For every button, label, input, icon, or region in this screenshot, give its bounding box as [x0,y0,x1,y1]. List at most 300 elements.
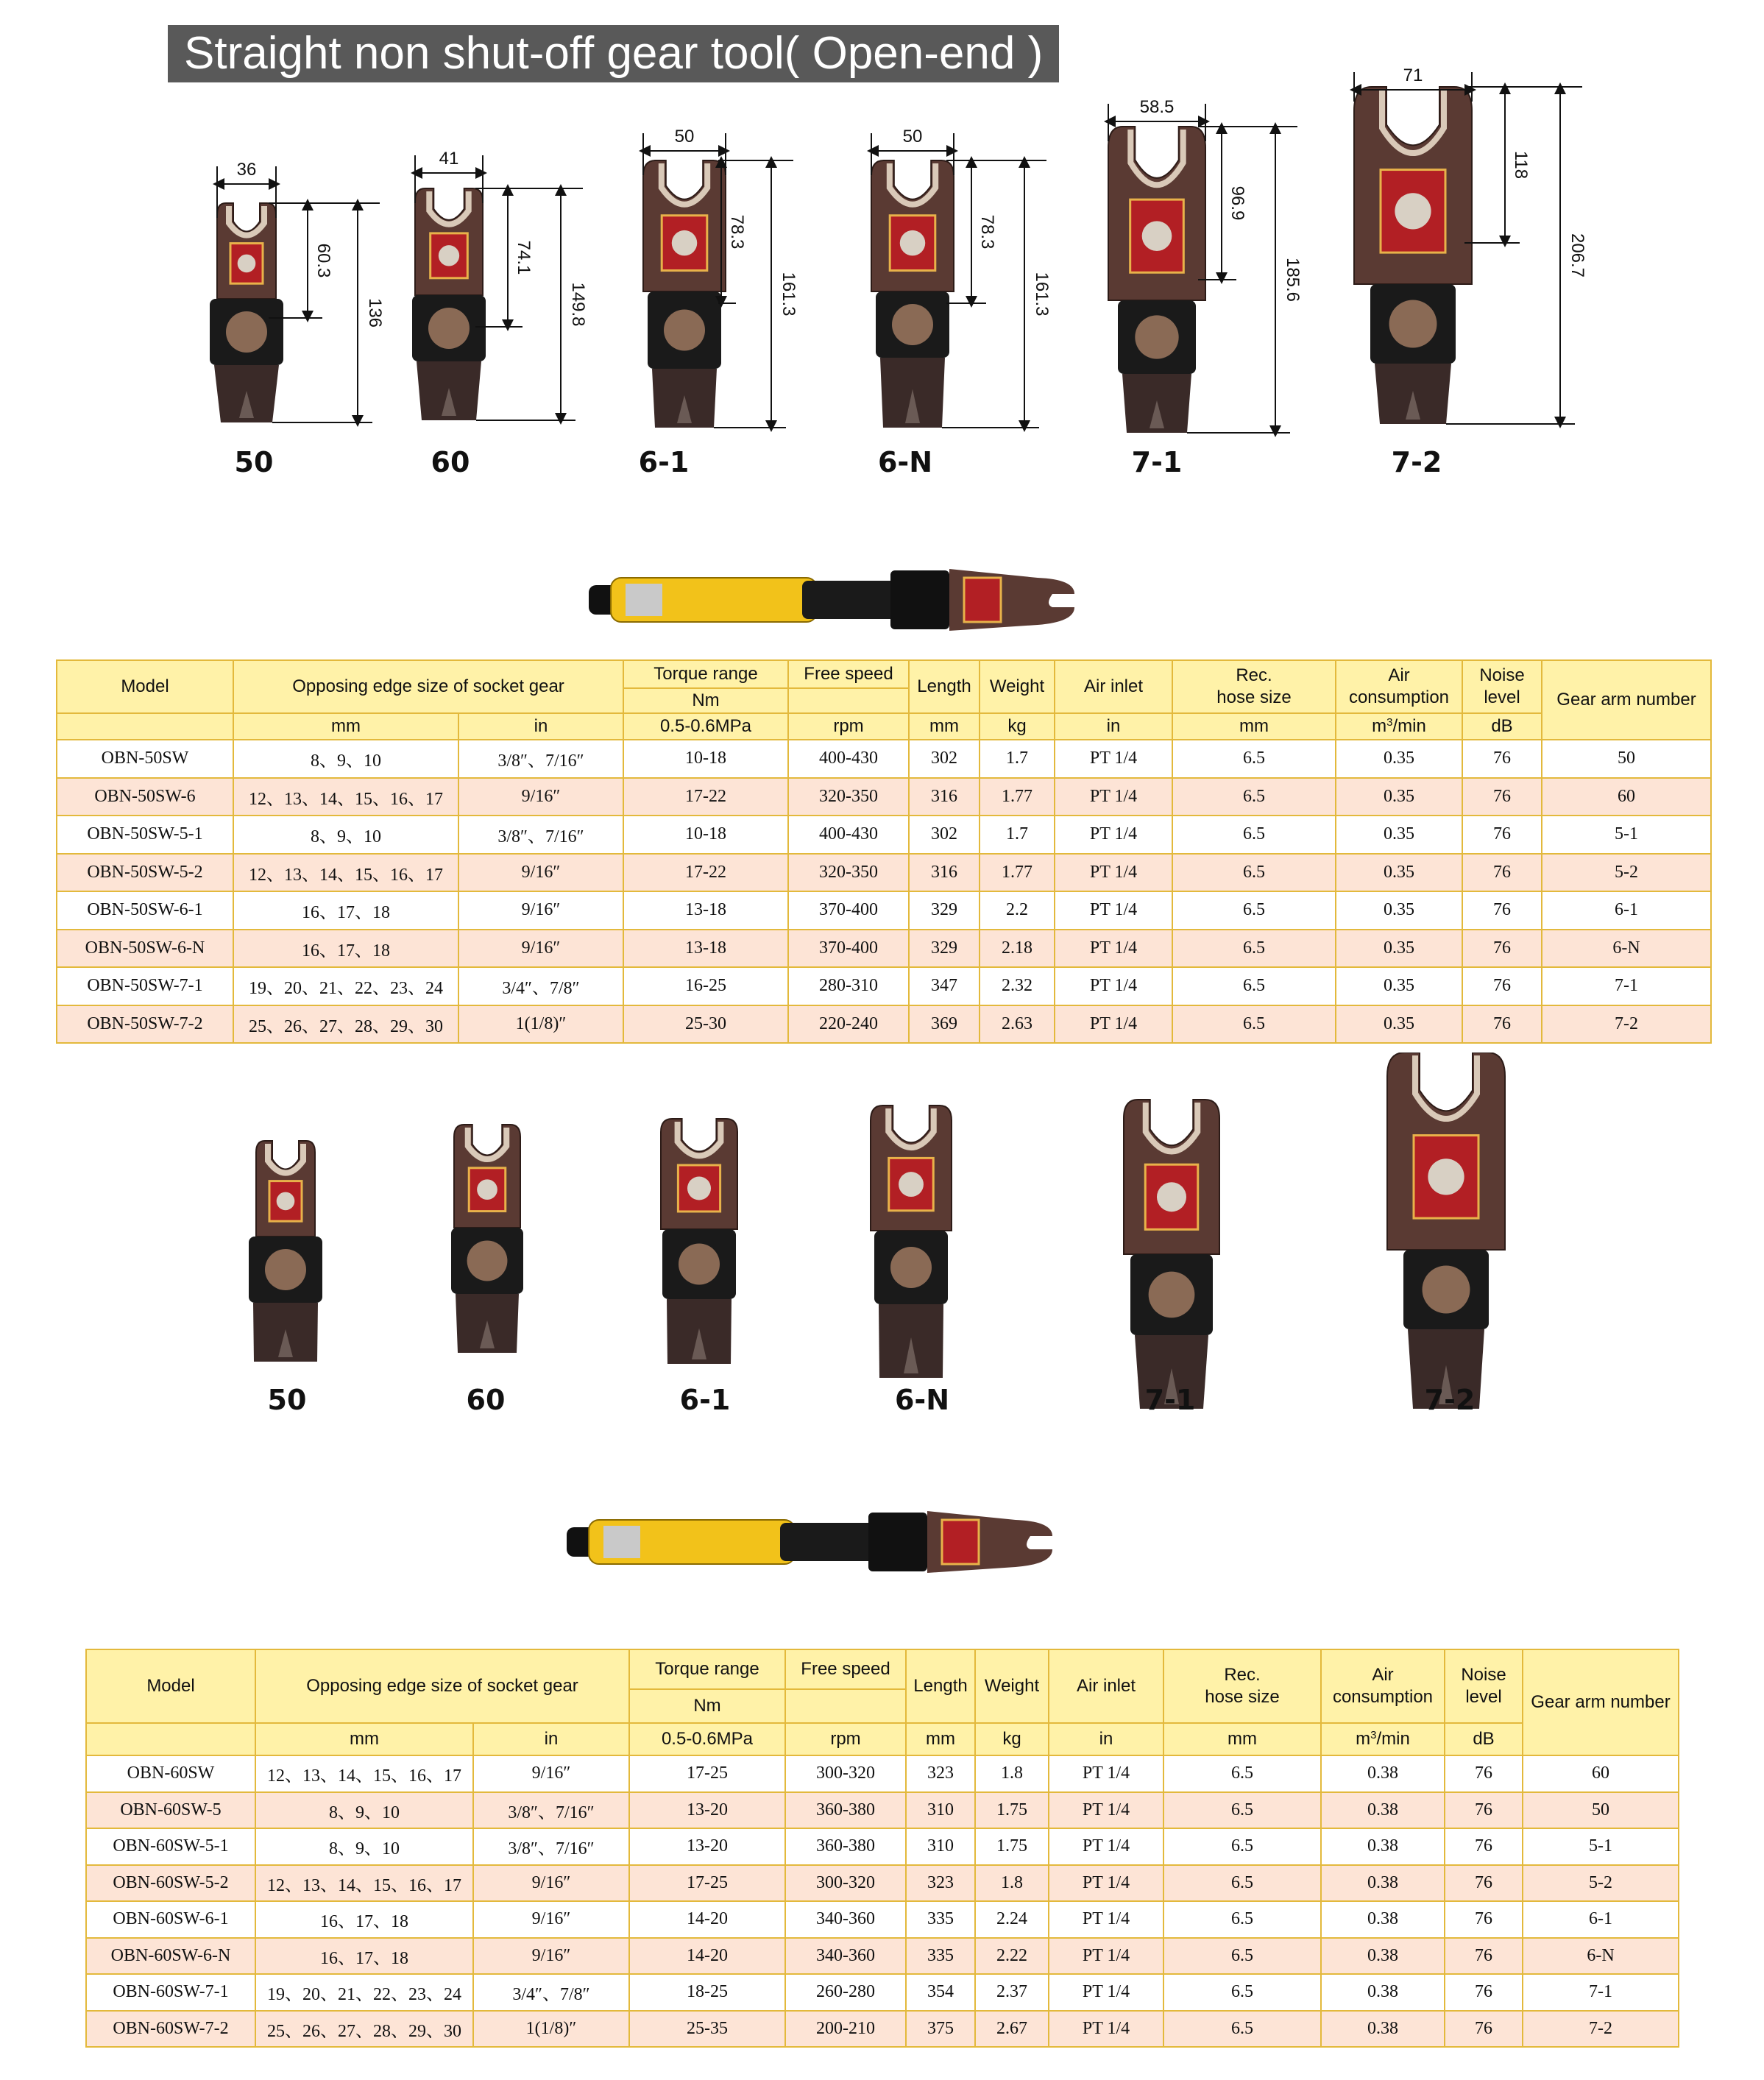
table-cell: OBN-60SW-7-2 [86,2011,255,2048]
tool-front-1 [412,188,486,420]
table-cell: 9/16″ [458,778,623,816]
table-cell: PT 1/4 [1055,816,1172,854]
col-header-weight: Weight [980,660,1055,713]
figure-label: 50 [234,446,274,478]
table-cell: PT 1/4 [1055,891,1172,930]
table-cell: PT 1/4 [1055,930,1172,968]
table-row [86,1901,1679,1938]
table-cell: 6-1 [1523,1901,1679,1938]
table-cell: 76 [1462,1005,1542,1044]
unit-torque: Nm [623,688,788,713]
side-tool-image-2 [559,1501,1074,1582]
table-cell: 1.7 [980,816,1055,854]
col-header-air-inlet: Air inlet [1055,660,1172,713]
col-header-model: Model [86,1649,255,1723]
unit-in: in [458,713,623,740]
col-header-weight: Weight [975,1649,1049,1723]
table-cell: 3/8″、7/16″ [473,1792,629,1829]
table-cell: 335 [906,1938,975,1975]
table-cell: 8、9、10 [233,740,458,778]
table-cell: PT 1/4 [1049,1865,1163,1902]
unit-weight: kg [975,1723,1049,1755]
table-cell: 25-35 [629,2011,785,2048]
table-cell: 6.5 [1163,1755,1321,1792]
table-cell: 17-25 [629,1755,785,1792]
table-cell: 76 [1462,816,1542,854]
dim-jaw-label: 96.9 [1228,185,1247,221]
table-cell: 76 [1462,778,1542,816]
table-cell: OBN-50SW-5-2 [57,854,233,892]
col-header-rec-hose: Rec. hose size [1172,660,1336,713]
figure-label: 7-1 [1131,446,1183,478]
table-cell: 76 [1445,1974,1523,2011]
table-cell: 0.35 [1336,930,1462,968]
figure-label: 50 [267,1384,307,1416]
table-row [86,1792,1679,1829]
table-cell: 7-2 [1523,2011,1679,2048]
table-cell: 302 [909,740,980,778]
dim-width-label: 58.5 [1139,97,1175,117]
table-cell: OBN-60SW [86,1755,255,1792]
table-cell: 14-20 [629,1938,785,1975]
blank-cell [57,713,233,740]
table-cell: 316 [909,854,980,892]
table-cell: 1.77 [980,778,1055,816]
unit-torque: Nm [629,1689,785,1723]
table-cell: 76 [1445,1755,1523,1792]
table-cell: OBN-50SW-6-N [57,930,233,968]
table-cell: 300-320 [785,1755,906,1792]
table-cell: 7-1 [1523,1974,1679,2011]
tool-front-mid-5 [1387,1053,1505,1409]
table-cell: 2.2 [980,891,1055,930]
table-cell: 260-280 [785,1974,906,2011]
unit-rpm: rpm [785,1723,906,1755]
table-cell: 2.18 [980,930,1055,968]
table-cell: 9/16″ [473,1938,629,1975]
dim-width-label: 36 [236,160,257,180]
table-cell: 16、17、18 [255,1938,473,1975]
dim-jaw-label: 78.3 [727,214,747,250]
tool-front-mid-3 [871,1106,952,1378]
dim-total-label: 185.6 [1283,257,1303,303]
unit-mm: mm [255,1723,473,1755]
spec-table-50sw [56,659,1712,1044]
table-cell: 13-18 [623,891,788,930]
unit-in: in [473,1723,629,1755]
table-cell: 0.38 [1321,1938,1445,1975]
figure-label: 6-N [894,1384,950,1416]
table-cell: 0.38 [1321,1755,1445,1792]
unit-torque-cond: 0.5-0.6MPa [629,1723,785,1755]
table-cell: 360-380 [785,1828,906,1865]
dim-total-label: 149.8 [568,282,588,327]
table-cell: 200-210 [785,2011,906,2048]
table-cell: 370-400 [788,930,909,968]
table-cell: 1(1/8)″ [458,1005,623,1044]
table-cell: 1(1/8)″ [473,2011,629,2048]
figure-label: 7-2 [1424,1384,1476,1416]
table-cell: 76 [1462,891,1542,930]
table-cell: 76 [1445,1938,1523,1975]
table-cell: 10-18 [623,816,788,854]
table-cell: 13-20 [629,1828,785,1865]
table-cell: 0.38 [1321,1865,1445,1902]
col-header-length: Length [906,1649,975,1723]
table-cell: 0.35 [1336,778,1462,816]
table-cell: 5-2 [1523,1865,1679,1902]
table-cell: 9/16″ [458,891,623,930]
dim-width-label: 50 [902,127,923,146]
table-cell: OBN-60SW-6-1 [86,1901,255,1938]
table-cell: 6.5 [1172,778,1336,816]
table-cell: 25、26、27、28、29、30 [233,1005,458,1044]
table-cell: 17-25 [629,1865,785,1902]
col-header-noise: Noise level [1445,1649,1523,1723]
table-cell: OBN-60SW-6-N [86,1938,255,1975]
table-row [86,1974,1679,2011]
table-cell: OBN-60SW-5 [86,1792,255,1829]
table-row [57,778,1711,816]
col-header-noise: Noise level [1462,660,1542,713]
table-cell: 1.77 [980,854,1055,892]
tool-front-mid-1 [451,1125,523,1353]
figure-label: 6-N [877,446,933,478]
unit-air-inlet: in [1055,713,1172,740]
tool-front-0 [210,203,283,422]
table-cell: 323 [906,1865,975,1902]
table-cell: 6.5 [1163,1828,1321,1865]
table-cell: 19、20、21、22、23、24 [233,967,458,1005]
tool-front-5 [1354,87,1472,424]
table-cell: 25-30 [623,1005,788,1044]
table-cell: 12、13、14、15、16、17 [255,1865,473,1902]
col-header-length: Length [909,660,980,713]
unit-hose: mm [1163,1723,1321,1755]
table-cell: 7-1 [1542,967,1711,1005]
col-header-opposing-edge: Opposing edge size of socket gear [233,660,623,713]
dim-width-label: 71 [1403,66,1423,85]
table-cell: OBN-50SW-6 [57,778,233,816]
table-cell: 220-240 [788,1005,909,1044]
table-cell: 6.5 [1172,891,1336,930]
table-cell: 6.5 [1163,1865,1321,1902]
table-cell: 1.75 [975,1792,1049,1829]
table-cell: PT 1/4 [1049,1938,1163,1975]
table-cell: 6.5 [1172,930,1336,968]
table-cell: 7-2 [1542,1005,1711,1044]
col-header-torque: Torque range [629,1649,785,1689]
dim-total-label: 136 [365,297,385,328]
table-cell: OBN-50SW-5-1 [57,816,233,854]
unit-mm: mm [233,713,458,740]
table-cell: 12、13、14、15、16、17 [255,1755,473,1792]
table-cell: 76 [1445,1828,1523,1865]
blank-cell [788,688,909,713]
table-cell: PT 1/4 [1055,854,1172,892]
table-cell: 6.5 [1172,816,1336,854]
table-cell: 3/4″、7/8″ [458,967,623,1005]
table-cell: 0.38 [1321,1792,1445,1829]
tool-front-2 [643,160,726,428]
col-header-rec-hose: Rec. hose size [1163,1649,1321,1723]
table-cell: 6-N [1542,930,1711,968]
table-cell: 310 [906,1828,975,1865]
unit-length: mm [909,713,980,740]
col-header-gear-arm: Gear arm number [1523,1649,1679,1755]
table-cell: 6-1 [1542,891,1711,930]
table-cell: 0.35 [1336,740,1462,778]
table-cell: 76 [1462,854,1542,892]
table-cell: 5-1 [1542,816,1711,854]
table-cell: 360-380 [785,1792,906,1829]
table-cell: 60 [1523,1755,1679,1792]
table-cell: 8、9、10 [233,816,458,854]
table-cell: 3/4″、7/8″ [473,1974,629,2011]
table-cell: 400-430 [788,816,909,854]
dim-total-label: 206.7 [1568,233,1587,278]
blank-cell [86,1723,255,1755]
dim-jaw-label: 74.1 [514,240,534,275]
table-cell: PT 1/4 [1055,1005,1172,1044]
table-cell: 0.38 [1321,2011,1445,2048]
table-cell: 280-310 [788,967,909,1005]
table-cell: 347 [909,967,980,1005]
table-cell: 2.32 [980,967,1055,1005]
table-cell: 19、20、21、22、23、24 [255,1974,473,2011]
table-cell: PT 1/4 [1049,1792,1163,1829]
table-cell: 6.5 [1163,2011,1321,2048]
table-cell: 5-1 [1523,1828,1679,1865]
table-cell: OBN-50SW [57,740,233,778]
table-cell: 13-18 [623,930,788,968]
table-cell: 1.8 [975,1755,1049,1792]
unit-length: mm [906,1723,975,1755]
table-cell: 18-25 [629,1974,785,2011]
table-cell: 6.5 [1163,1901,1321,1938]
dim-width-label: 41 [439,149,459,169]
table-cell: 354 [906,1974,975,2011]
middle-figures-svg [0,1053,1764,1421]
table-cell: 3/8″、7/16″ [458,740,623,778]
figure-label: 60 [466,1384,506,1416]
table-cell: OBN-60SW-5-2 [86,1865,255,1902]
table-cell: 12、13、14、15、16、17 [233,854,458,892]
dim-width-label: 50 [674,127,695,146]
table-row [86,1755,1679,1792]
table-row [57,891,1711,930]
spec-table-60sw [85,1649,1679,2048]
table-cell: 6.5 [1172,740,1336,778]
table-cell: 50 [1542,740,1711,778]
table-row [86,1938,1679,1975]
unit-noise: dB [1462,713,1542,740]
table-cell: 16、17、18 [233,891,458,930]
table-cell: PT 1/4 [1055,740,1172,778]
table-row [86,2011,1679,2048]
col-header-air-consumption: Air consumption [1336,660,1462,713]
table-cell: 9/16″ [458,854,623,892]
dim-total-label: 161.3 [1032,272,1052,316]
col-header-air-consumption: Air consumption [1321,1649,1445,1723]
table-cell: 0.35 [1336,854,1462,892]
table-cell: 3/8″、7/16″ [473,1828,629,1865]
table-row [57,967,1711,1005]
unit-air-inlet: in [1049,1723,1163,1755]
table-cell: 375 [906,2011,975,2048]
table-cell: PT 1/4 [1049,1901,1163,1938]
table-cell: 16、17、18 [233,930,458,968]
table-cell: 16-25 [623,967,788,1005]
unit-rpm: rpm [788,713,909,740]
figure-label: 7-1 [1144,1384,1196,1416]
table-cell: 9/16″ [473,1755,629,1792]
table-cell: 320-350 [788,854,909,892]
col-header-torque: Torque range [623,660,788,688]
unit-torque-cond: 0.5-0.6MPa [623,713,788,740]
col-header-gear-arm: Gear arm number [1542,660,1711,740]
table-cell: 17-22 [623,854,788,892]
col-header-air-inlet: Air inlet [1049,1649,1163,1723]
table-cell: 6.5 [1163,1792,1321,1829]
table-cell: 369 [909,1005,980,1044]
col-header-free-speed: Free speed [788,660,909,688]
figure-label: 7-2 [1391,446,1442,478]
table-cell: OBN-60SW-7-1 [86,1974,255,2011]
table-cell: 0.35 [1336,1005,1462,1044]
table-cell: 0.38 [1321,1901,1445,1938]
table-cell: 6.5 [1172,1005,1336,1044]
table-cell: 310 [906,1792,975,1829]
dim-total-label: 161.3 [779,272,798,316]
table-cell: 9/16″ [473,1901,629,1938]
table-cell: PT 1/4 [1049,2011,1163,2048]
table-cell: 5-2 [1542,854,1711,892]
dim-jaw-label: 78.3 [977,214,997,250]
table-cell: 10-18 [623,740,788,778]
table-cell: 76 [1445,1865,1523,1902]
table-cell: 76 [1462,740,1542,778]
table-cell: OBN-50SW-7-2 [57,1005,233,1044]
table-cell: PT 1/4 [1055,967,1172,1005]
table-cell: 0.38 [1321,1974,1445,2011]
table-cell: 25、26、27、28、29、30 [255,2011,473,2048]
table-cell: 400-430 [788,740,909,778]
table-cell: 9/16″ [473,1865,629,1902]
table-cell: 300-320 [785,1865,906,1902]
table-cell: 2.37 [975,1974,1049,2011]
page-title: Straight non shut-off gear tool( Open-end ) [168,25,1059,82]
tool-front-mid-2 [661,1119,737,1364]
table-cell: 340-360 [785,1938,906,1975]
table-cell: 340-360 [785,1901,906,1938]
table-cell: PT 1/4 [1049,1828,1163,1865]
table-cell: 8、9、10 [255,1828,473,1865]
table-cell: 2.24 [975,1901,1049,1938]
unit-air-consumption: $m^3/\min$ [1336,713,1462,740]
table-cell: OBN-50SW-7-1 [57,967,233,1005]
table-row [57,740,1711,778]
table-cell: 6.5 [1163,1974,1321,2011]
table-cell: 60 [1542,778,1711,816]
table-row [57,854,1711,892]
table-cell: 329 [909,930,980,968]
col-header-free-speed: Free speed [785,1649,906,1689]
table-cell: 16、17、18 [255,1901,473,1938]
table-cell: 6.5 [1172,967,1336,1005]
table-cell: 76 [1445,1792,1523,1829]
dim-jaw-label: 60.3 [314,243,333,278]
unit-hose: mm [1172,713,1336,740]
table-cell: 302 [909,816,980,854]
table-cell: 370-400 [788,891,909,930]
table-cell: 316 [909,778,980,816]
tool-front-3 [871,160,954,428]
figure-label: 6-1 [638,446,690,478]
tool-front-mid-0 [249,1141,322,1362]
table-cell: 0.35 [1336,816,1462,854]
tool-front-4 [1108,127,1205,433]
table-cell: 2.67 [975,2011,1049,2048]
table-cell: PT 1/4 [1049,1974,1163,2011]
table-cell: 6-N [1523,1938,1679,1975]
unit-air-consumption: $m^3/\min$ [1321,1723,1445,1755]
table-cell: 50 [1523,1792,1679,1829]
table-cell: 17-22 [623,778,788,816]
table-cell: 8、9、10 [255,1792,473,1829]
table-row [57,930,1711,968]
table-cell: 3/8″、7/16″ [458,816,623,854]
table-cell: 1.8 [975,1865,1049,1902]
table-cell: OBN-50SW-6-1 [57,891,233,930]
table-cell: 76 [1445,1901,1523,1938]
dim-jaw-label: 118 [1511,150,1531,180]
top-figures-svg [0,0,1764,500]
table-cell: 14-20 [629,1901,785,1938]
table-cell: 1.7 [980,740,1055,778]
table-row [57,816,1711,854]
table-cell: OBN-60SW-5-1 [86,1828,255,1865]
table-cell: PT 1/4 [1055,778,1172,816]
table-cell: 2.63 [980,1005,1055,1044]
col-header-opposing-edge: Opposing edge size of socket gear [255,1649,629,1723]
side-tool-image-1 [581,559,1082,640]
table-cell: 6.5 [1172,854,1336,892]
table-cell: PT 1/4 [1049,1755,1163,1792]
table-row [86,1828,1679,1865]
table-cell: 323 [906,1755,975,1792]
table-cell: 329 [909,891,980,930]
table-cell: 0.35 [1336,967,1462,1005]
unit-noise: dB [1445,1723,1523,1755]
table-cell: 6.5 [1163,1938,1321,1975]
table-cell: 0.35 [1336,891,1462,930]
table-cell: 76 [1462,967,1542,1005]
table-cell: 0.38 [1321,1828,1445,1865]
table-cell: 12、13、14、15、16、17 [233,778,458,816]
table-cell: 9/16″ [458,930,623,968]
col-header-model: Model [57,660,233,713]
table-cell: 1.75 [975,1828,1049,1865]
table-cell: 76 [1445,2011,1523,2048]
tool-front-mid-4 [1124,1100,1219,1409]
figure-label: 6-1 [679,1384,731,1416]
table-cell: 335 [906,1901,975,1938]
table-row [86,1865,1679,1902]
table-cell: 13-20 [629,1792,785,1829]
table-cell: 76 [1462,930,1542,968]
table-cell: 320-350 [788,778,909,816]
